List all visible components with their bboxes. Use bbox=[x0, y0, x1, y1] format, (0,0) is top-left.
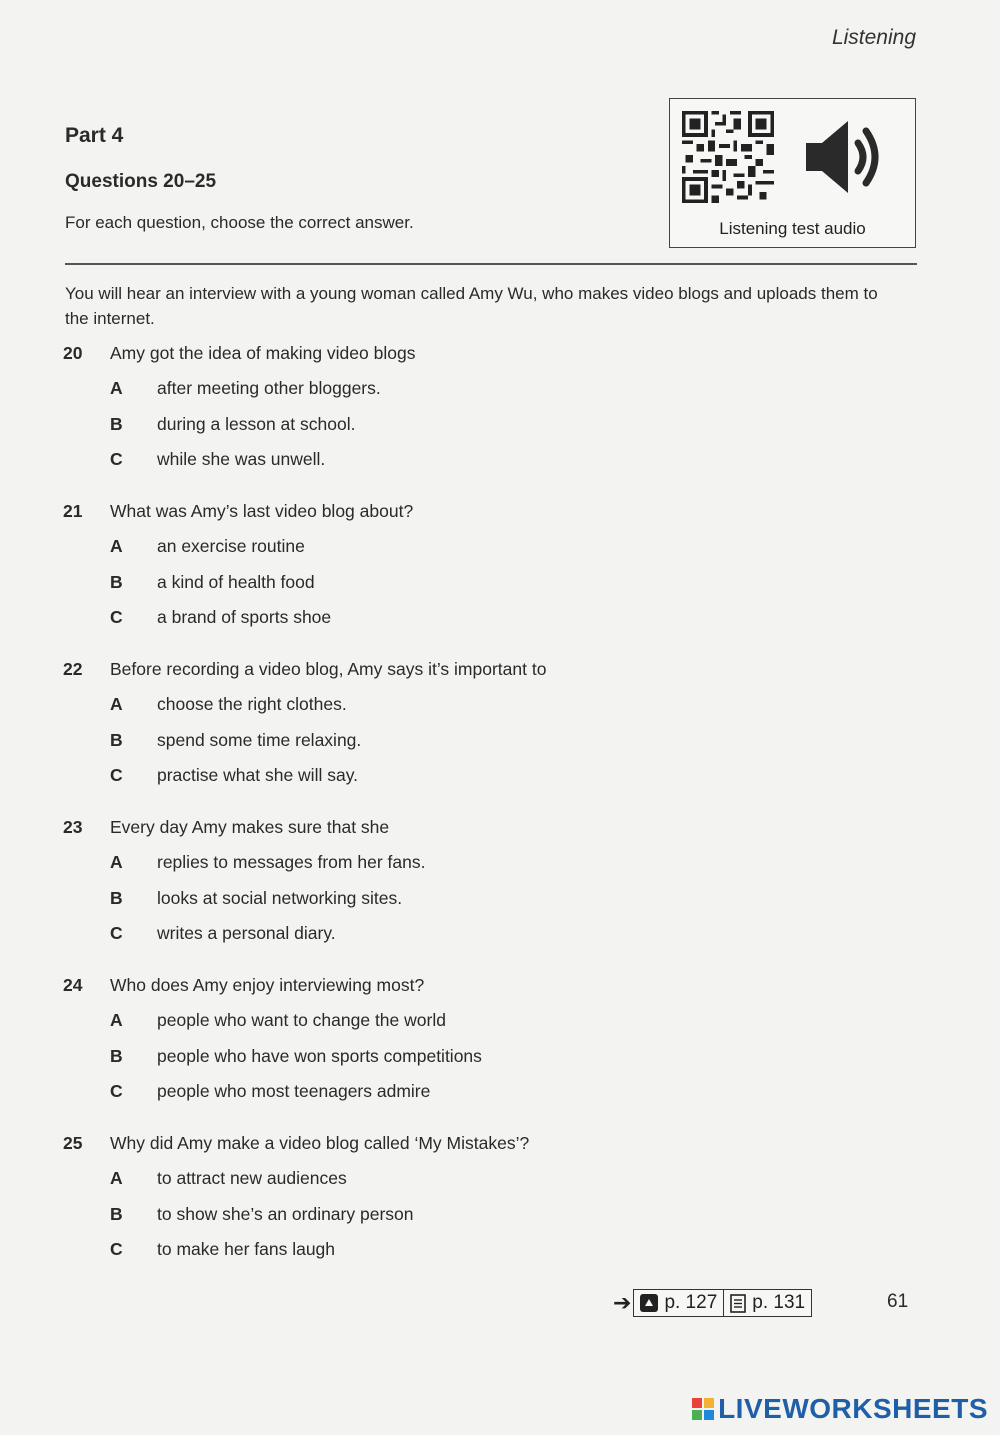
option-text: a brand of sports shoe bbox=[157, 607, 332, 627]
question-stem: Before recording a video blog, Amy says it’s important to bbox=[110, 659, 547, 679]
option-text: to show she’s an ordinary person bbox=[157, 1203, 414, 1224]
question-stem: Amy got the idea of making video blogs bbox=[110, 343, 416, 363]
option-text: choose the right clothes. bbox=[157, 694, 347, 714]
option-letter: B bbox=[110, 413, 123, 434]
option-letter: C bbox=[110, 1239, 123, 1259]
option-text: people who want to change the world bbox=[157, 1010, 446, 1030]
option-letter: A bbox=[110, 1010, 123, 1030]
option-21-b[interactable] bbox=[63, 571, 883, 607]
option-25-a[interactable] bbox=[63, 1167, 883, 1203]
option-letter: C bbox=[110, 923, 123, 943]
brand-watermark[interactable] bbox=[692, 1393, 988, 1425]
answer-ref-page: p. 127 bbox=[664, 1292, 718, 1313]
section-label: Listening bbox=[831, 26, 916, 49]
option-text: to make her fans laugh bbox=[157, 1239, 336, 1259]
option-24-b[interactable] bbox=[63, 1045, 883, 1081]
transcript-ref-page: p. 131 bbox=[752, 1292, 806, 1313]
brand-logo-icon bbox=[692, 1398, 714, 1420]
option-24-c[interactable] bbox=[63, 1080, 883, 1116]
option-25-b[interactable] bbox=[63, 1203, 883, 1239]
intro-text: You will hear an interview with a young woman called Amy Wu, who makes video blogs and uploads them to the internet. bbox=[65, 284, 878, 328]
option-22-a[interactable] bbox=[63, 693, 883, 729]
option-text: practise what she will say. bbox=[157, 765, 359, 785]
option-letter: C bbox=[110, 765, 123, 785]
option-text: replies to messages from her fans. bbox=[157, 852, 426, 872]
arrow-icon: ➔ bbox=[613, 1290, 632, 1315]
option-letter: A bbox=[110, 1168, 123, 1188]
option-text: while she was unwell. bbox=[157, 449, 326, 469]
option-letter: B bbox=[110, 729, 123, 750]
option-21-a[interactable] bbox=[63, 535, 883, 571]
option-text: after meeting other bloggers. bbox=[157, 378, 381, 398]
option-text: spend some time relaxing. bbox=[157, 729, 362, 750]
question-stem: Who does Amy enjoy interviewing most? bbox=[110, 975, 425, 995]
option-letter: C bbox=[110, 607, 123, 627]
part-title: Part 4 bbox=[65, 124, 124, 147]
option-letter: A bbox=[110, 536, 123, 556]
option-text: looks at social networking sites. bbox=[157, 887, 403, 908]
option-letter: B bbox=[110, 1045, 123, 1066]
instruction-text: For each question, choose the correct answer. bbox=[65, 213, 414, 232]
option-25-c[interactable] bbox=[63, 1238, 883, 1274]
option-text: people who have won sports competitions bbox=[157, 1045, 482, 1066]
question-number: 23 bbox=[63, 817, 83, 837]
document-icon bbox=[730, 1294, 746, 1313]
speaker-icon[interactable] bbox=[802, 117, 892, 197]
question-number: 24 bbox=[63, 975, 83, 995]
brand-name: LIVEWORKSHEETS bbox=[718, 1393, 988, 1424]
question-24 bbox=[63, 975, 883, 1116]
page-reference bbox=[613, 1288, 812, 1318]
option-21-c[interactable] bbox=[63, 606, 883, 642]
question-number: 21 bbox=[63, 501, 83, 521]
option-text: to attract new audiences bbox=[157, 1168, 347, 1188]
question-22 bbox=[63, 659, 883, 800]
answer-ref-box[interactable] bbox=[633, 1289, 724, 1317]
question-20 bbox=[63, 343, 883, 484]
qr-code-icon[interactable] bbox=[682, 111, 774, 203]
option-23-a[interactable] bbox=[63, 851, 883, 887]
question-stem: Why did Amy make a video blog called ‘My Mistakes’? bbox=[110, 1133, 530, 1153]
option-letter: A bbox=[110, 694, 123, 714]
option-text: during a lesson at school. bbox=[157, 413, 356, 434]
option-24-a[interactable] bbox=[63, 1009, 883, 1045]
question-number: 22 bbox=[63, 659, 83, 679]
question-21 bbox=[63, 501, 883, 642]
page-number: 61 bbox=[887, 1291, 909, 1312]
option-letter: A bbox=[110, 852, 123, 872]
option-20-b[interactable] bbox=[63, 413, 883, 449]
question-25 bbox=[63, 1133, 883, 1274]
option-text: an exercise routine bbox=[157, 536, 305, 556]
question-number: 20 bbox=[63, 343, 83, 363]
option-letter: B bbox=[110, 571, 123, 592]
option-20-c[interactable] bbox=[63, 448, 883, 484]
option-letter: C bbox=[110, 449, 123, 469]
question-number: 25 bbox=[63, 1133, 83, 1153]
option-letter: A bbox=[110, 378, 123, 398]
option-text: people who most teenagers admire bbox=[157, 1081, 431, 1101]
option-letter: B bbox=[110, 887, 123, 908]
option-text: writes a personal diary. bbox=[157, 923, 336, 943]
audio-box[interactable] bbox=[669, 98, 916, 248]
option-22-c[interactable] bbox=[63, 764, 883, 800]
option-23-b[interactable] bbox=[63, 887, 883, 923]
option-text: a kind of health food bbox=[157, 571, 315, 592]
option-letter: B bbox=[110, 1203, 123, 1224]
option-22-b[interactable] bbox=[63, 729, 883, 765]
option-20-a[interactable] bbox=[63, 377, 883, 413]
question-23 bbox=[63, 817, 883, 958]
audio-script-icon bbox=[640, 1294, 658, 1312]
question-stem: Every day Amy makes sure that she bbox=[110, 817, 390, 837]
divider bbox=[65, 263, 917, 265]
questions-title: Questions 20–25 bbox=[65, 171, 217, 192]
option-23-c[interactable] bbox=[63, 922, 883, 958]
option-letter: C bbox=[110, 1081, 123, 1101]
transcript-ref-box[interactable] bbox=[724, 1289, 812, 1317]
audio-caption: Listening test audio bbox=[719, 219, 866, 238]
question-stem: What was Amy’s last video blog about? bbox=[110, 501, 414, 521]
